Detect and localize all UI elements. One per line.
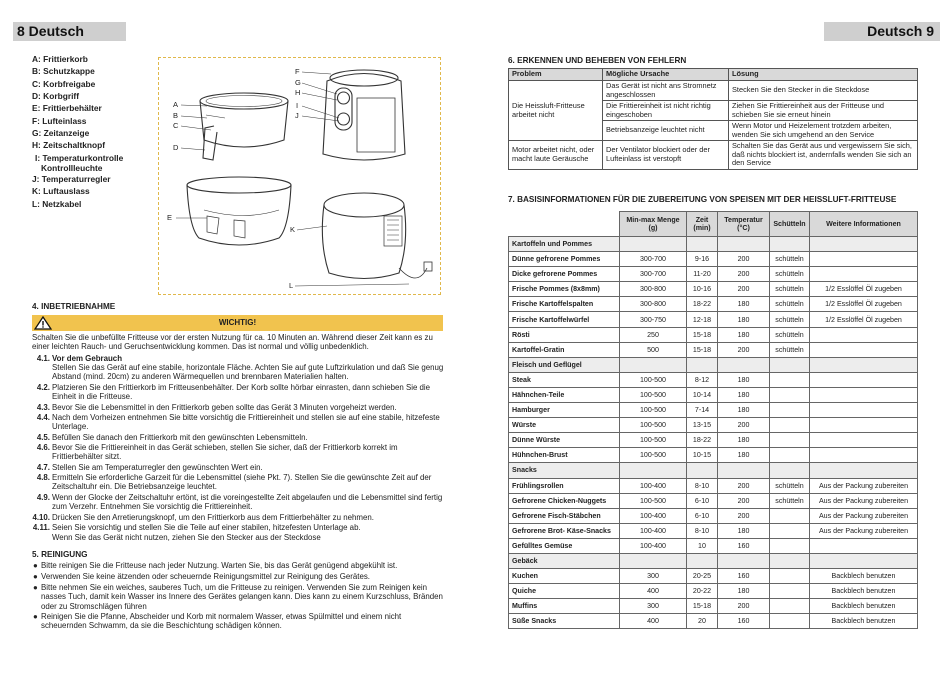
table-cell: 8-10 — [687, 478, 718, 493]
table-cell: 180 — [718, 584, 770, 599]
table-row — [509, 387, 918, 402]
table-cell — [770, 569, 810, 584]
table-cell: 100-400 — [620, 478, 687, 493]
figure-label-d: D — [173, 143, 179, 152]
cleaning-item: ● Bitte nehmen Sie ein weiches, sauberes Tuch, um die Fritteuse zu reinigen. Verwenden Sie zum Reinigen kein nasses Tuch, damit kein Wasser ins Innere des Gerätes gelangen kann. Dies kann zu einem Kurzschluss, Bränden oder zu Stromschlägen führen — [33, 583, 443, 611]
table-cell: 400 — [620, 584, 687, 599]
step-item: 4.7. Stellen Sie am Temperaturregler den gewünschten Wert ein. — [36, 463, 263, 472]
step-item: 4.2. Platzieren Sie den Frittierkorb im Fritteusenbehälter. Der Korb sollte hörbar einrasten, dann schieben Sie die Einheit in die Fritteuse. — [36, 383, 431, 402]
step-item: 4.1. Vor dem Gebrauch — [36, 354, 123, 363]
table-cell: 20 — [687, 614, 718, 629]
table-cell: 200 — [718, 267, 770, 282]
table-cell: schütteln — [770, 297, 810, 312]
page-header-left: 8 Deutsch — [13, 22, 126, 41]
table-cell: 6-10 — [687, 493, 718, 508]
table-cell: schütteln — [770, 493, 810, 508]
table-cell: Aus der Packung zubereiten — [810, 493, 918, 508]
table-cell: Süße Snacks — [509, 614, 620, 629]
figure-label-c: C — [173, 121, 179, 130]
table-row — [509, 448, 918, 463]
table-cell: Gefrorene Brot- Käse-Snacks — [509, 523, 620, 538]
table-cell: Motor arbeitet nicht, oder macht laute Geräusche — [509, 141, 603, 170]
table-cell — [810, 357, 918, 372]
table-cell — [770, 584, 810, 599]
table-cell: 10-15 — [687, 448, 718, 463]
table-cell: 100-500 — [620, 493, 687, 508]
part-item: L: Netzkabel — [32, 198, 82, 209]
table-cell: 15-18 — [687, 599, 718, 614]
table-cell: 200 — [718, 493, 770, 508]
table-cell — [810, 418, 918, 433]
table-cell: Dünne gefrorene Pommes — [509, 252, 620, 267]
step-item: 4.4. Nach dem Vorheizen entnehmen Sie bitte vorsichtig die Frittiereinheit und stellen sie auf eine stabile, hitzefeste Unterlage. — [36, 413, 440, 432]
table-cell: 300 — [620, 599, 687, 614]
table-cell: schütteln — [770, 342, 810, 357]
table-cell: 20-25 — [687, 569, 718, 584]
warning-icon — [34, 316, 52, 330]
table-cell — [770, 508, 810, 523]
table-cell — [687, 357, 718, 372]
table-cell — [770, 387, 810, 402]
table-cell: Kuchen — [509, 569, 620, 584]
table-cell — [718, 357, 770, 372]
table-header: Schütteln — [770, 212, 810, 237]
table-cell: 11-20 — [687, 267, 718, 282]
table-header: Weitere Informationen — [810, 212, 918, 237]
figure-label-l: L — [289, 281, 294, 290]
table-cell — [810, 342, 918, 357]
table-cell: Aus der Packung zubereiten — [810, 508, 918, 523]
table-cell: Würste — [509, 418, 620, 433]
table-cell: Gefülltes Gemüse — [509, 538, 620, 553]
table-cell — [770, 463, 810, 478]
part-item: H: Zeitschaltknopf — [32, 140, 106, 151]
table-row — [509, 237, 918, 252]
table-cell: Stecken Sie den Stecker in die Steckdose — [729, 81, 918, 101]
figure-label-i: I — [296, 101, 299, 110]
table-row — [509, 81, 918, 101]
table-row — [509, 614, 918, 629]
step-item: 4.11. Seien Sie vorsichtig und stellen Sie die Teile auf einer stabilen, hitzefesten Unterlage ab. — [32, 523, 361, 532]
step-item: 4.6. Bevor Sie die Frittiereinheit in das Gerät schieben, stellen Sie sicher, daß der Frittierkorb korrekt im Frittierbehälter sitzt. — [36, 443, 398, 462]
table-cell: Das Gerät ist nicht ans Stromnetz angeschlossen — [603, 81, 729, 101]
table-cell: Frühlingsrollen — [509, 478, 620, 493]
table-cell — [620, 357, 687, 372]
table-cell — [770, 237, 810, 252]
table-row — [509, 508, 918, 523]
table-cell: Gebäck — [509, 553, 620, 568]
table-cell — [770, 538, 810, 553]
table-cell: Schalten Sie das Gerät aus und vergewissern Sie sich, daß nichts blockiert ist, andernfalls wenden Sie sich an den Service — [729, 141, 918, 170]
table-cell — [687, 463, 718, 478]
table-cell: 180 — [718, 433, 770, 448]
table-cell — [687, 553, 718, 568]
part-item: F: Lufteinlass — [32, 115, 87, 126]
table-header: Zeit (min) — [687, 212, 718, 237]
section5-title: 5. REINIGUNG — [32, 550, 88, 559]
table-cell — [810, 448, 918, 463]
page-header-right: Deutsch 9 — [824, 22, 940, 41]
part-item: E: Frittierbehälter — [32, 103, 102, 114]
table-cell: schütteln — [770, 478, 810, 493]
table-cell: Die Frittiereinheit ist nicht richtig eingeschoben — [603, 101, 729, 121]
step-item: 4.8. Ermitteln Sie erforderliche Garzeit für die Lebensmittel (siehe Pkt. 7). Stellen Sie die gewünschte Zeit auf der Zeitschaltuhr ein. Die Betriebsanzeige leuchtet. — [36, 473, 432, 492]
table-cell — [810, 237, 918, 252]
figure-label-h: H — [295, 88, 301, 97]
table-cell — [810, 387, 918, 402]
table-cell: 10-14 — [687, 387, 718, 402]
parts-list — [32, 53, 157, 210]
table-cell: Rösti — [509, 327, 620, 342]
table-row — [509, 538, 918, 553]
table-cell: 100-500 — [620, 372, 687, 387]
table-cell: 9-16 — [687, 252, 718, 267]
table-header-empty — [509, 212, 620, 237]
part-item: Kontrollleuchte — [41, 163, 103, 174]
table-row — [509, 553, 918, 568]
step-item: 4.9. Wenn der Glocke der Zeitschaltuhr ertönt, ist die voreingestellte Zeit abgelaufen und die Lebensmittel sind fertig zum Verzehr. Entnehmen Sie vorsichtig die Frittiereinheit. — [36, 493, 443, 512]
step-item: 4.3. Bevor Sie die Lebensmittel in den Frittierkorb geben sollte das Gerät 3 Minuten vorgeheizt werden. — [36, 403, 397, 412]
table-cell: 1/2 Esslöffel Öl zugeben — [810, 282, 918, 297]
table-cell: 300-700 — [620, 252, 687, 267]
table-row — [509, 282, 918, 297]
cleaning-item: ● Reinigen Sie die Pfanne, Abscheider und Korb mit normalem Wasser, etwas Spülmittel und einem nicht scheuernden Schwamm, da sie die Beschichtung schädigen können. — [33, 612, 402, 631]
table-header: Problem — [509, 69, 603, 81]
table-cell: 300-800 — [620, 282, 687, 297]
table-row — [509, 297, 918, 312]
table-cell: 200 — [718, 478, 770, 493]
table-cell — [687, 237, 718, 252]
table-cell: Kartoffeln und Pommes — [509, 237, 620, 252]
table-cell: 100-500 — [620, 418, 687, 433]
part-item: A: Frittierkorb — [32, 54, 88, 64]
part-item: B: Schutzkappe — [32, 66, 95, 77]
table-row — [509, 584, 918, 599]
table-row — [509, 327, 918, 342]
table-cell: 15-18 — [687, 342, 718, 357]
cleaning-item: ● Verwenden Sie keine ätzenden oder scheuernde Reinigungsmittel zur Reinigung des Gerätes. — [33, 572, 370, 581]
table-cell — [810, 463, 918, 478]
part-item: G: Zeitanzeige — [32, 128, 90, 139]
table-cell: Der Ventilator blockiert oder der Lufteinlass ist verstopft — [603, 141, 729, 170]
table-cell: Die Heissluft-Fritteuse arbeitet nicht — [509, 81, 603, 141]
table-cell: 180 — [718, 387, 770, 402]
part-item: I: Temperaturkontrolle — [35, 152, 124, 163]
table-cell — [770, 403, 810, 418]
table-cell: 8-12 — [687, 372, 718, 387]
table-cell — [620, 553, 687, 568]
table-cell: 180 — [718, 372, 770, 387]
table-cell: 160 — [718, 614, 770, 629]
table-cell: Dicke gefrorene Pommes — [509, 267, 620, 282]
table-cell: Ziehen Sie Frittiereinheit aus der Fritteuse und schieben Sie sie erneut hinein — [729, 101, 918, 121]
table-cell: Backblech benutzen — [810, 614, 918, 629]
table-cell: 200 — [718, 282, 770, 297]
table-cell: Dünne Würste — [509, 433, 620, 448]
step-item: 4.5. Befüllen Sie danach den Frittierkorb mit den gewünschten Lebensmitteln. — [36, 433, 308, 442]
table-cell: Muffins — [509, 599, 620, 614]
figure-label-k: K — [290, 225, 296, 234]
table-cell — [770, 614, 810, 629]
table-cell: 180 — [718, 297, 770, 312]
figure-label-b: B — [173, 111, 179, 120]
part-item: D: Korbgriff — [32, 91, 79, 102]
table-cell: Fleisch und Geflügel — [509, 357, 620, 372]
table-cell: Hähnchen-Teile — [509, 387, 620, 402]
table-cell: Gefrorene Fisch-Stäbchen — [509, 508, 620, 523]
table-cell — [810, 267, 918, 282]
table-cell: 180 — [718, 312, 770, 327]
figure-label-e: E — [167, 213, 173, 222]
step-item: 4.10. Drücken Sie den Arretierungsknopf, um den Frittierkorb aus dem Frittierbehälter zu nehmen. — [32, 513, 374, 522]
table-row — [509, 141, 918, 170]
table-cell — [620, 463, 687, 478]
table-cell: Gefrorene Chicken-Nuggets — [509, 493, 620, 508]
table-cell: 15-18 — [687, 327, 718, 342]
table-cell: Frische Pommes (8x8mm) — [509, 282, 620, 297]
part-item: C: Korbfreigabe — [32, 78, 96, 89]
air-fryer-illustration — [159, 58, 442, 296]
table-cell: schütteln — [770, 312, 810, 327]
table-row — [509, 463, 918, 478]
table-cell: 100-400 — [620, 538, 687, 553]
table-cell: 13-15 — [687, 418, 718, 433]
cooking-table — [508, 211, 918, 629]
table-cell: Steak — [509, 372, 620, 387]
troubleshooting-table — [508, 68, 918, 170]
table-cell: 100-400 — [620, 523, 687, 538]
section6-title: 6. ERKENNEN UND BEHEBEN VON FEHLERN — [508, 56, 687, 65]
table-cell: Backblech benutzen — [810, 584, 918, 599]
table-row — [509, 357, 918, 372]
warning-banner — [32, 315, 443, 331]
part-item: J: Temperaturregler — [32, 174, 111, 185]
table-row — [509, 433, 918, 448]
table-row — [509, 372, 918, 387]
table-cell: 18-22 — [687, 297, 718, 312]
table-cell: Kartoffel-Gratin — [509, 342, 620, 357]
table-cell: 160 — [718, 538, 770, 553]
table-cell: 7-14 — [687, 403, 718, 418]
table-cell: Snacks — [509, 463, 620, 478]
table-cell: 10-16 — [687, 282, 718, 297]
section4-intro: Schalten Sie die unbefüllte Fritteuse vor der ersten Nutzung für ca. 10 Minuten an. Während dieser Zeit kann es zu einer leichten Rauch- und Geruchsentwicklung kommen. Das ist normal und völlig unbedenklich. — [32, 333, 433, 352]
table-cell — [770, 372, 810, 387]
table-cell: schütteln — [770, 267, 810, 282]
table-cell: Frische Kartoffelwürfel — [509, 312, 620, 327]
table-header: Temperatur (°C) — [718, 212, 770, 237]
table-cell — [810, 553, 918, 568]
table-cell — [770, 599, 810, 614]
table-cell — [810, 252, 918, 267]
table-cell: 100-400 — [620, 508, 687, 523]
table-cell: schütteln — [770, 327, 810, 342]
table-cell: 250 — [620, 327, 687, 342]
table-cell: 200 — [718, 252, 770, 267]
table-cell: schütteln — [770, 282, 810, 297]
table-cell: 200 — [718, 508, 770, 523]
table-cell — [770, 433, 810, 448]
table-cell — [810, 403, 918, 418]
table-cell: 300-800 — [620, 297, 687, 312]
table-header: Lösung — [729, 69, 918, 81]
section7-title: 7. BASISINFORMATIONEN FÜR DIE ZUBEREITUNG VON SPEISEN MIT DER HEISSLUFT-FRITTEUSE — [508, 195, 897, 204]
table-cell: Backblech benutzen — [810, 599, 918, 614]
table-cell: 400 — [620, 614, 687, 629]
table-cell: 200 — [718, 599, 770, 614]
table-cell — [770, 553, 810, 568]
table-cell: Backblech benutzen — [810, 569, 918, 584]
cleaning-item: ● Bitte reinigen Sie die Fritteuse nach jeder Nutzung. Warten Sie, bis das Gerät genügend abgekühlt ist. — [33, 561, 398, 570]
table-row — [509, 599, 918, 614]
table-cell — [770, 418, 810, 433]
table-row — [509, 252, 918, 267]
table-cell — [810, 433, 918, 448]
figure-label-j: J — [295, 111, 299, 120]
table-cell: 1/2 Esslöffel Öl zugeben — [810, 312, 918, 327]
table-row — [509, 403, 918, 418]
table-header: Mögliche Ursache — [603, 69, 729, 81]
table-cell: 100-500 — [620, 433, 687, 448]
table-row — [509, 493, 918, 508]
table-cell: 200 — [718, 418, 770, 433]
figure-label-f: F — [295, 67, 300, 76]
table-cell: 100-500 — [620, 403, 687, 418]
table-cell — [810, 327, 918, 342]
table-cell: 300 — [620, 569, 687, 584]
table-row — [509, 418, 918, 433]
section4-title: 4. INBETRIEBNAHME — [32, 302, 116, 311]
table-cell: Wenn Motor und Heizelement trotzdem arbeiten, wenden Sie sich umgehend an den Service — [729, 121, 918, 141]
table-cell: 180 — [718, 403, 770, 418]
table-cell: 1/2 Esslöffel Öl zugeben — [810, 297, 918, 312]
figure-label-a: A — [173, 100, 179, 109]
table-row — [509, 523, 918, 538]
table-cell — [770, 448, 810, 463]
table-cell: schütteln — [770, 252, 810, 267]
table-cell: 12-18 — [687, 312, 718, 327]
table-cell: Quiche — [509, 584, 620, 599]
step-item: Stellen Sie das Gerät auf eine stabile, horizontale Fläche. Achten Sie auf gute Luftzirkulation und daß Sie genug Abstand (mind. 20cm) zu anderen Wärmequellen und brennbaren Materialien halten. — [52, 363, 444, 382]
table-cell: 10 — [687, 538, 718, 553]
table-cell — [718, 463, 770, 478]
table-cell: 180 — [718, 327, 770, 342]
table-cell — [810, 372, 918, 387]
table-cell: Betriebsanzeige leuchtet nicht — [603, 121, 729, 141]
table-cell: Aus der Packung zubereiten — [810, 478, 918, 493]
table-cell — [770, 523, 810, 538]
table-cell: 8-10 — [687, 523, 718, 538]
table-cell — [718, 553, 770, 568]
table-cell: 6-10 — [687, 508, 718, 523]
table-row — [509, 312, 918, 327]
part-item: K: Luftauslass — [32, 186, 90, 197]
warning-label: WICHTIG! — [218, 318, 257, 327]
table-cell: Aus der Packung zubereiten — [810, 523, 918, 538]
table-cell: 160 — [718, 569, 770, 584]
table-cell — [620, 237, 687, 252]
table-cell: 20-22 — [687, 584, 718, 599]
table-cell — [770, 357, 810, 372]
table-cell: 18-22 — [687, 433, 718, 448]
table-cell: Hühnchen-Brust — [509, 448, 620, 463]
figure-label-g: G — [295, 78, 301, 87]
table-cell — [810, 538, 918, 553]
table-row — [509, 569, 918, 584]
table-cell: 100-500 — [620, 448, 687, 463]
table-header: Min-max Menge (g) — [620, 212, 687, 237]
table-cell: 100-500 — [620, 387, 687, 402]
table-cell: 200 — [718, 342, 770, 357]
table-cell: Frische Kartoffelspalten — [509, 297, 620, 312]
table-cell: 180 — [718, 523, 770, 538]
table-row — [509, 342, 918, 357]
table-cell: 500 — [620, 342, 687, 357]
table-cell: 180 — [718, 448, 770, 463]
table-cell: Hamburger — [509, 403, 620, 418]
table-row — [509, 267, 918, 282]
appliance-figure — [158, 57, 441, 295]
step-item: Wenn Sie das Gerät nicht nutzen, ziehen Sie den Stecker aus der Steckdose — [52, 533, 321, 542]
table-cell — [718, 237, 770, 252]
table-cell: 300-700 — [620, 267, 687, 282]
table-row — [509, 478, 918, 493]
table-cell: 300-750 — [620, 312, 687, 327]
